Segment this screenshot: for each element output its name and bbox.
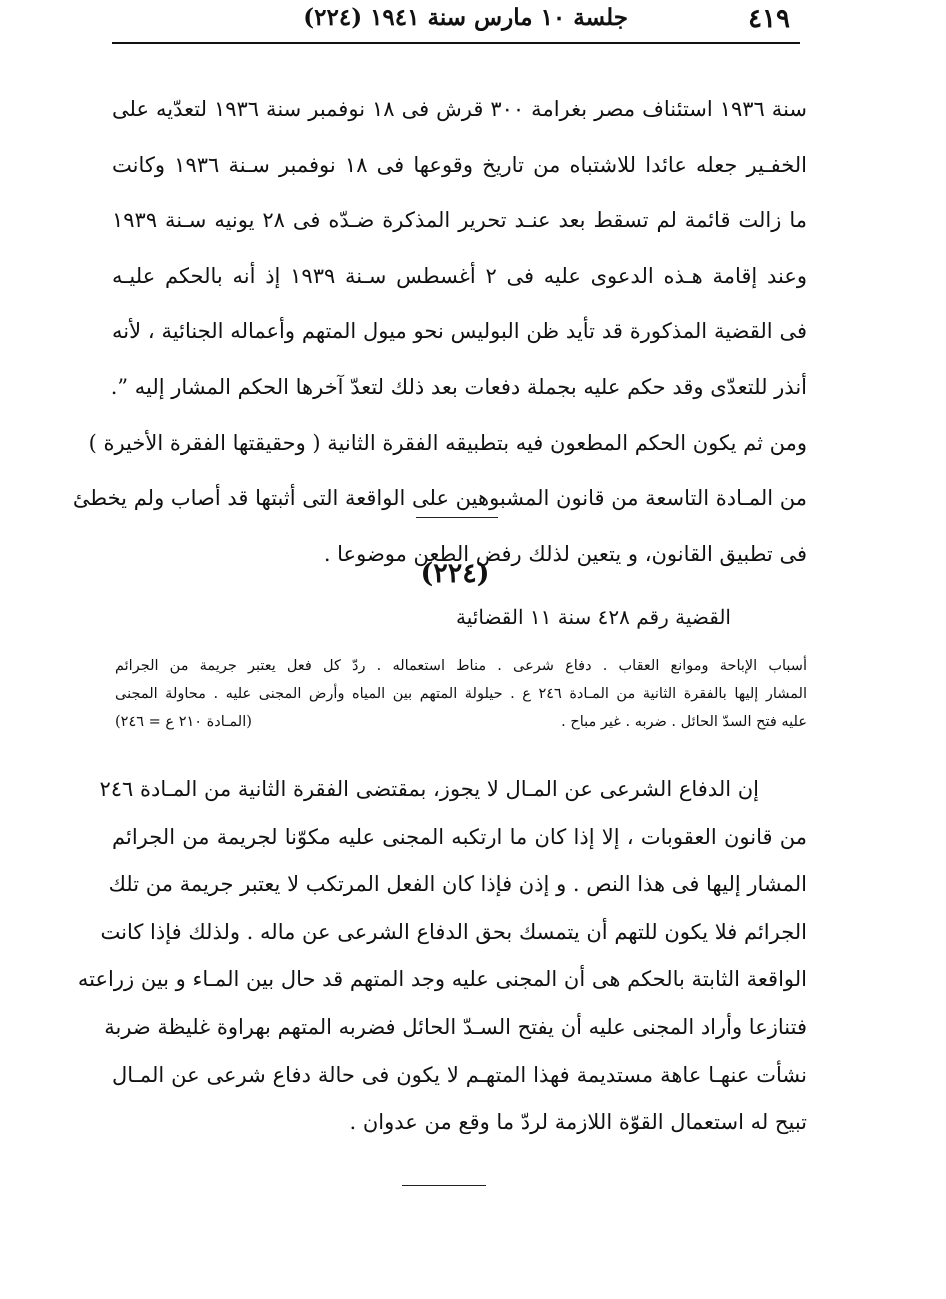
section-divider (402, 1185, 486, 1186)
summary-line: المشار إليها بالفقرة الثانية من المـادة ٢٤٦ ع . حيلولة المتهم بين المياه وأرض المجنى عليه . محاولة المجنى (115, 686, 807, 702)
text-line: فى القضية المذكورة قد تأيد ظن البوليس نحو ميول المتهم وأعماله الجنائية ، لأنه (112, 319, 807, 344)
article-reference: (المـادة ٢١٠ ع = ٢٤٦) (115, 714, 252, 730)
section-divider (416, 517, 498, 518)
text-line: المشار إليها فى هذا النص . و إذن فإذا كان الفعل المرتكب لا يعتبر جريمة من تلك (108, 872, 807, 897)
text-line: الخفـير جعله عائدا للاشتباه من تاريخ وقوعها فى ١٨ نوفمبر سـنة ١٩٣٦ وكانت (112, 152, 807, 177)
text-line: نشأت عنهـا عاهة مستديمة فهذا المتهـم لا يكون فى حالة دفاع شرعى عن المـال (112, 1062, 807, 1087)
page-header (108, 0, 798, 42)
text-line: من المـادة التاسعة من قانون المشبوهين على الواقعة التى أثبتها قد أصاب ولم يخطئ (72, 486, 807, 511)
page-number: ٤١٩ (748, 4, 790, 34)
text-line: من قانون العقوبات ، إلا إذا كان ما ارتكبه المجنى عليه مكوّنا لجريمة من الجرائم (112, 824, 807, 849)
summary-line: أسباب الإباحة وموانع العقاب . دفاع شرعى . مناط استعماله . ردّ كل فعل يعتبر جريمة من الجرائم (115, 658, 807, 674)
header-rule (112, 42, 800, 44)
summary-last-line (115, 708, 807, 736)
previous-case-paragraph (72, 82, 808, 582)
summary-line: عليه فتح السدّ الحائل . ضربه . غير مباح . (561, 714, 807, 730)
text-line: أنذر للتعدّى وقد حكم عليه بجملة دفعات بعد ذلك لتعدّ آخرها الحكم المشار إليه ”. (110, 374, 807, 399)
case-number: (٢٢٤) (420, 558, 490, 589)
text-line: ومن ثم يكون الحكم المطعون فيه بتطبيقه الفقرة الثانية ( وحقيقتها الفقرة الأخيرة ) (88, 430, 807, 455)
text-line: الجرائم فلا يكون للتهم أن يتمسك بحق الدفاع الشرعى عن ماله . ولذلك فإذا كانت (100, 919, 807, 944)
case-summary (115, 652, 807, 736)
text-line: سنة ١٩٣٦ استئناف مصر بغرامة ٣٠٠ قرش فى ١٨ نوفمبر سنة ١٩٣٦ لتعدّيه على (112, 97, 808, 121)
text-line: تبيح له استعمال القوّة اللازمة لردّ ما وقع من عدوان . (349, 1110, 807, 1135)
text-line: الواقعة الثابتة بالحكم هى أن المجنى عليه وجد المتهم قد حال بين المـاء و بين زراعته (77, 967, 807, 992)
session-title: جلسة ١٠ مارس سنة ١٩٤١ (٢٢٤) (303, 4, 628, 31)
text-line: ما زالت قائمة لم تسقط بعد عنـد تحرير المذكرة ضـدّه فى ٢٨ يونيه سـنة ١٩٣٩ (112, 208, 807, 233)
text-line: فتنازعا وأراد المجنى عليه أن يفتح السـدّ الحائل فضربه المتهم بهراوة غليظة ضربة (104, 1014, 807, 1039)
case-title: القضية رقم ٤٢٨ سنة ١١ القضائية (456, 605, 731, 629)
text-line: إن الدفاع الشرعى عن المـال لا يجوز، بمقتضى الفقرة الثانية من المـادة ٢٤٦ (99, 777, 759, 801)
text-line: فى تطبيق القانون، و يتعين لذلك رفض الطعن موضوعا . (323, 541, 807, 566)
case-body-paragraph (77, 766, 807, 1147)
text-line: وعند إقامة هـذه الدعوى عليه فى ٢ أغسطس سـنة ١٩٣٩ إذ أنه بالحكم عليـه (112, 263, 808, 288)
